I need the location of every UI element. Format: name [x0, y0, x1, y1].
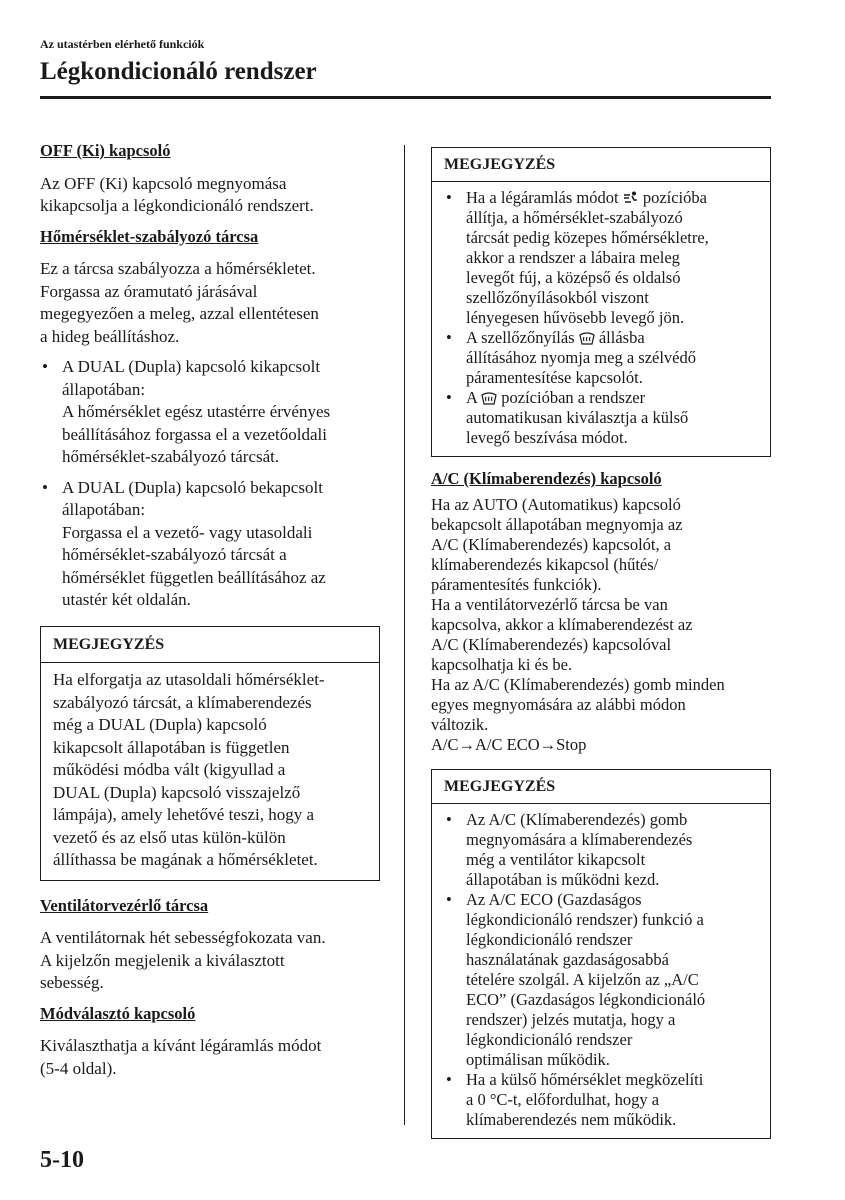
- off-switch-heading: OFF (Ki) kapcsoló: [40, 141, 171, 160]
- windshield-defrost-icon: [579, 330, 595, 344]
- note-box: [431, 769, 771, 1139]
- windshield-defrost-icon: [481, 390, 497, 404]
- note-heading: MEGJEGYZÉS: [432, 148, 770, 182]
- temp-dial-bullets: [40, 356, 380, 612]
- page-number: 5-10: [40, 1147, 84, 1173]
- right-column: [431, 147, 771, 1151]
- note-heading: MEGJEGYZÉS: [432, 770, 770, 804]
- mode-switch-text: Kiválaszthatja a kívánt légáramlás módot (5-4 oldal).: [40, 1036, 322, 1078]
- list-item-text: pozícióban a rendszer automatikusan kiválasztja a külső levegő beszívása módot.: [466, 388, 689, 447]
- note-body: [432, 182, 770, 456]
- list-item-text: A: [466, 388, 482, 407]
- bullet-icon: •: [446, 810, 452, 829]
- list-item: [40, 356, 380, 469]
- list-item-text: A DUAL (Dupla) kapcsoló kikapcsolt állapotában: A hőmérséklet egész utastérre érvényes beállításához forgassa el a vezetőoldali hőmérséklet-szabályozó tárcsát.: [62, 357, 331, 466]
- list-item: [444, 1070, 758, 1130]
- note-box: [431, 147, 771, 457]
- bullet-icon: •: [446, 328, 452, 347]
- list-item-text: Az A/C (Klímaberendezés) gomb megnyomására a klímaberendezés még a ventilátor kikapcsolt állapotában is működni kezd.: [466, 810, 693, 889]
- column-divider: [404, 145, 405, 1125]
- list-item-text: állásba állításához nyomja meg a szélvédő páramentesítése kapcsolót.: [466, 328, 697, 387]
- list-item-text: Ha a külső hőmérséklet megközelíti a 0 °C-t, előfordulhat, hogy a klímaberendezés nem működik.: [466, 1070, 704, 1129]
- bullet-icon: •: [446, 1070, 452, 1089]
- list-item-text: Ha a légáramlás módot: [466, 188, 623, 207]
- temp-dial-text: Ez a tárcsa szabályozza a hőmérsékletet. Forgassa az óramutató járásával megegyezően a meleg, azzal ellentétesen a hideg beállításhoz.: [40, 259, 319, 346]
- list-item: [444, 810, 758, 890]
- bi-level-airflow-icon: [623, 190, 639, 204]
- bullet-icon: •: [42, 357, 48, 376]
- note-bullets: [444, 188, 758, 448]
- list-item-text: pozícióba állítja, a hőmérséklet-szabályozó tárcsát pedig közepes hőmérsékletre, akkor a rendszer a lábaira meleg levegőt fúj, a középső és oldalsó szellőzőnyílásokból viszont lényegesen hűvösebb levegő jön.: [466, 188, 709, 327]
- list-item-text: A DUAL (Dupla) kapcsoló bekapcsolt állapotában: Forgassa el a vezető- vagy utasoldali hőmérséklet-szabályozó tárcsát a hőmérséklet független beállításához az utastér két oldalán.: [62, 477, 326, 609]
- fan-dial-text: A ventilátornak hét sebességfokozata van. A kijelzőn megjelenik a kiválasztott sebesség.: [40, 928, 326, 992]
- list-item: [444, 188, 758, 328]
- note-body: [432, 804, 770, 1138]
- list-item: [444, 328, 758, 388]
- list-item: [40, 477, 380, 612]
- note-box: [40, 626, 380, 881]
- ac-switch-text: Ha az AUTO (Automatikus) kapcsoló bekapcsolt állapotában megnyomja az A/C (Klímaberendezés) kapcsolót, a klímaberendezés kikapcsol (hűtés/ páramentesítés funkciók). Ha a ventilátorvezérlő tárcsa be van kapcsolva, akkor a klímaberendezést az A/C (Klímaberendezés) kapcsolóval kapcsolhatja ki és be. Ha az A/C (Klímaberendezés) gomb minden egyes megnyomására az alábbi módon változik. A/C→A/C ECO→Stop: [431, 495, 725, 754]
- bullet-icon: •: [446, 890, 452, 909]
- title-rule: [40, 96, 771, 99]
- list-item: [444, 388, 758, 448]
- list-item-text: Az A/C ECO (Gazdaságos légkondicionáló rendszer) funkció a légkondicionáló rendszer használatának gazdaságosabbá tételére szolgál. A kijelzőn az „A/C ECO” (Gazdaságos légkondicionáló rendszer) jelzés mutatja, hogy a légkondicionáló rendszer optimálisan működik.: [466, 890, 706, 1069]
- page-title: Légkondicionáló rendszer: [40, 58, 317, 85]
- left-column: [40, 140, 380, 1088]
- bullet-icon: •: [446, 188, 452, 207]
- fan-dial-heading: Ventilátorvezérlő tárcsa: [40, 895, 209, 915]
- bullet-icon: •: [42, 477, 48, 497]
- list-item-text: A szellőzőnyílás: [466, 328, 579, 347]
- temp-dial-heading: Hőmérséklet-szabályozó tárcsa: [40, 226, 259, 246]
- note-text: Ha elforgatja az utasoldali hőmérséklet- szabályozó tárcsát, a klímaberendezés még a DUAL (Dupla) kapcsoló kikapcsolt állapotában is független működési módba vált (kigyullad a DUAL (Dupla) kapcsoló visszajelző lámpája), amely lehetővé teszi, hogy a vezető és az első utas külön-külön állíthassa be magának a hőmérsékletet.: [53, 670, 325, 869]
- list-item: [444, 890, 758, 1070]
- off-switch-text: Az OFF (Ki) kapcsoló megnyomása kikapcsolja a légkondicionáló rendszert.: [40, 173, 314, 215]
- note-heading: MEGJEGYZÉS: [41, 627, 379, 664]
- mode-switch-heading: Módválasztó kapcsoló: [40, 1003, 196, 1023]
- ac-switch-heading: A/C (Klímaberendezés) kapcsoló: [431, 469, 662, 488]
- section-label: Az utastérben elérhető funkciók: [40, 37, 205, 51]
- bullet-icon: •: [446, 388, 452, 407]
- note-bullets: [444, 810, 758, 1130]
